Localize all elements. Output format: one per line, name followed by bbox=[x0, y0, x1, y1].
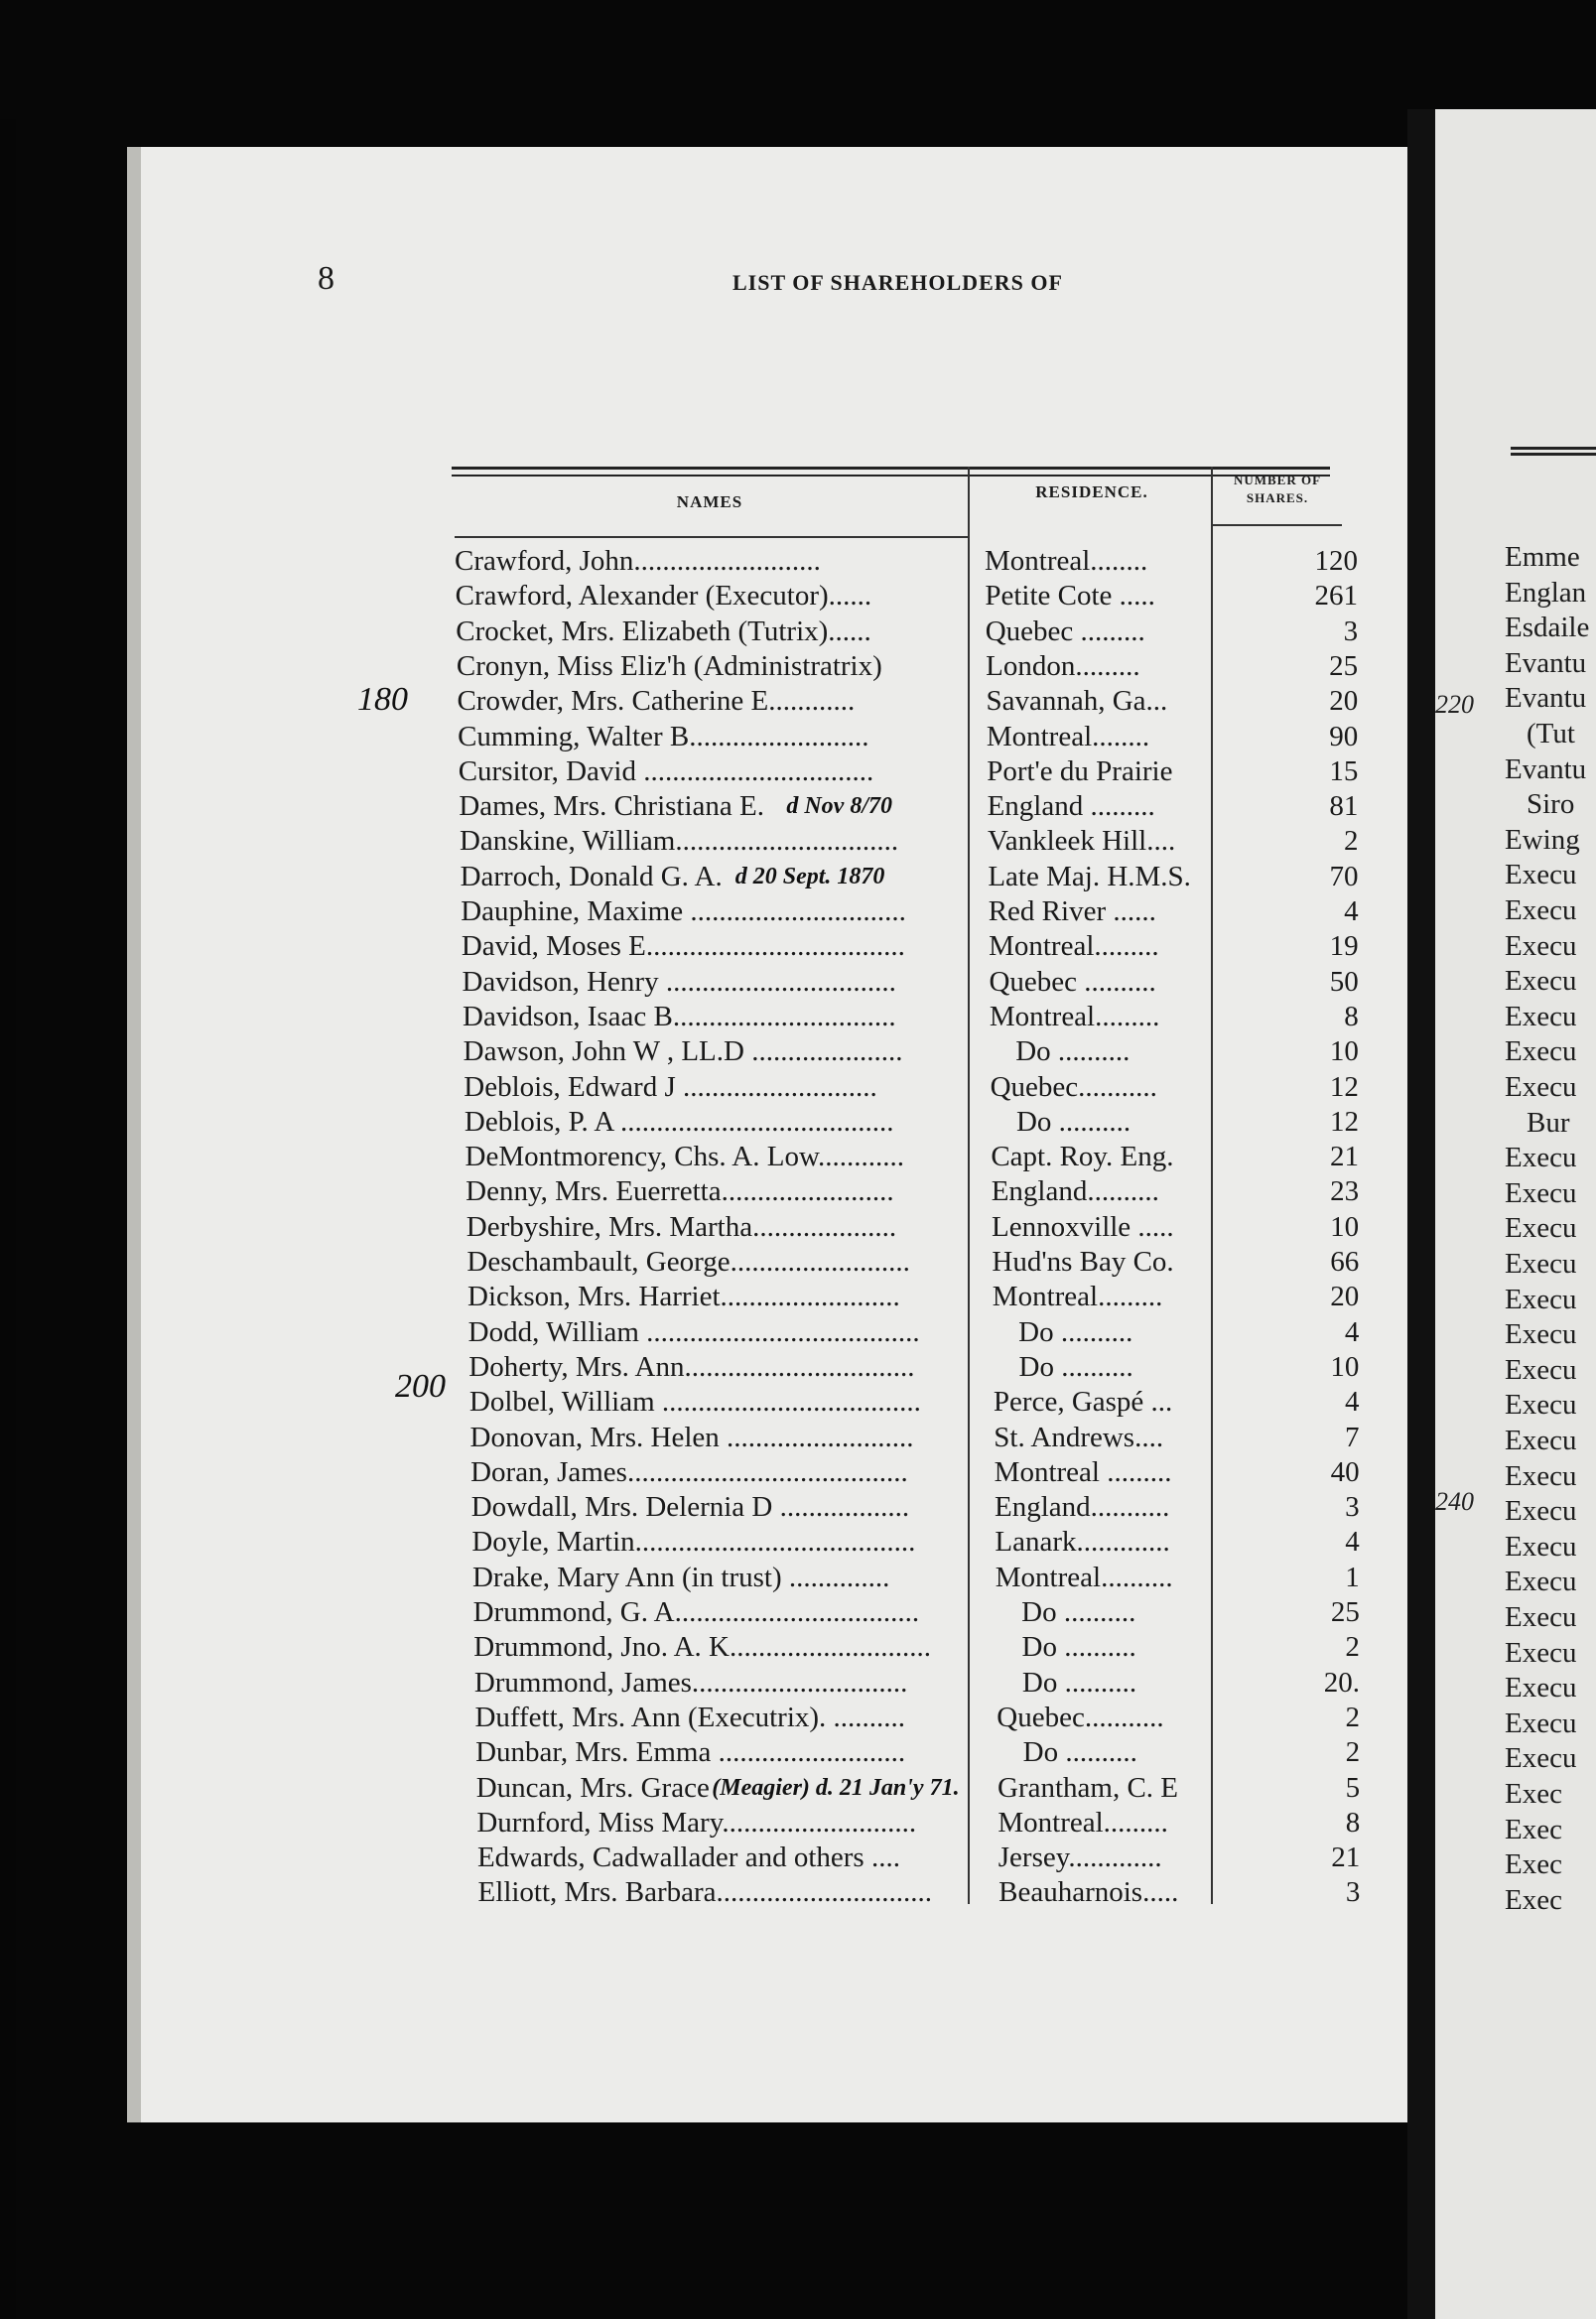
residence: Quebec ......... bbox=[985, 614, 1145, 647]
margin-note: 200 bbox=[395, 1368, 446, 1405]
shareholder-name: Deblois, P. A ...................................... bbox=[464, 1105, 894, 1138]
residence: Montreal........ bbox=[985, 545, 1148, 577]
right-page-name-fragment: Execu bbox=[1505, 1566, 1577, 1598]
right-page-name-fragment: Execu bbox=[1505, 929, 1577, 962]
residence: Port'e du Prairie bbox=[987, 754, 1173, 787]
share-count: 120 bbox=[1314, 545, 1358, 577]
right-page-name-fragment: Emme bbox=[1505, 541, 1580, 573]
residence: Montreal.......... bbox=[995, 1561, 1173, 1593]
shareholder-name: Cronyn, Miss Eliz'h (Administratrix) bbox=[456, 649, 882, 682]
share-count: 21 bbox=[1330, 1141, 1360, 1173]
residence: England........... bbox=[995, 1491, 1170, 1524]
residence: Lennoxville ..... bbox=[992, 1210, 1174, 1243]
handwritten-annotation: d 20 Sept. 1870 bbox=[734, 863, 885, 889]
right-page-name-fragment: Execu bbox=[1505, 1672, 1577, 1705]
margin-note: 180 bbox=[357, 681, 408, 718]
running-title: LIST OF SHAREHOLDERS OF bbox=[732, 270, 1063, 295]
header-rule bbox=[452, 467, 1330, 470]
residence: St. Andrews.... bbox=[994, 1421, 1164, 1453]
right-page-name-fragment: Evantu bbox=[1505, 752, 1587, 785]
shareholder-name: David, Moses E.................................... bbox=[461, 930, 905, 963]
share-count: 10 bbox=[1330, 1210, 1360, 1243]
names-header-rule bbox=[455, 536, 969, 538]
residence: England ......... bbox=[987, 790, 1155, 823]
column-header-names: NAMES bbox=[676, 492, 743, 511]
shareholder-name: Drummond, Jno. A. K............................ bbox=[473, 1631, 932, 1664]
right-page-name-fragment: Execu bbox=[1505, 1035, 1577, 1068]
page-number: 8 bbox=[318, 260, 334, 297]
share-count: 4 bbox=[1345, 1526, 1360, 1559]
right-page-name-fragment: Execu bbox=[1505, 1000, 1577, 1032]
margin-note: 240 bbox=[1435, 1487, 1474, 1516]
header-rule-secondary bbox=[452, 475, 1330, 477]
share-count: 3 bbox=[1345, 1876, 1361, 1909]
shareholder-name: Doherty, Mrs. Ann................................ bbox=[468, 1350, 915, 1383]
residence: Do .......... bbox=[1015, 1035, 1130, 1068]
shareholder-name: DeMontmorency, Chs. A. Low............ bbox=[465, 1141, 905, 1173]
residence: Do .......... bbox=[1018, 1350, 1133, 1383]
residence: Montreal......... bbox=[992, 1281, 1163, 1313]
share-count: 25 bbox=[1329, 649, 1359, 682]
share-count: 2 bbox=[1345, 1701, 1361, 1733]
shareholder-name: Deschambault, George......................... bbox=[466, 1246, 910, 1278]
residence: Beauharnois..... bbox=[998, 1876, 1179, 1909]
shareholder-name: Darroch, Donald G. A. bbox=[460, 860, 723, 892]
residence: Montreal ......... bbox=[994, 1455, 1172, 1488]
shareholder-name: Drummond, James.............................. bbox=[473, 1666, 908, 1699]
right-page-name-fragment: Execu bbox=[1505, 1459, 1577, 1492]
residence: Montreal......... bbox=[989, 1000, 1160, 1032]
column-header-residence: RESIDENCE. bbox=[1035, 482, 1148, 501]
handwritten-annotation: (Meagier) d. 21 Jan'y 71. bbox=[712, 1774, 960, 1801]
share-count: 261 bbox=[1314, 580, 1359, 613]
share-count: 20 bbox=[1330, 1281, 1360, 1313]
share-count: 7 bbox=[1345, 1421, 1360, 1453]
share-count: 4 bbox=[1344, 895, 1359, 927]
right-page-name-fragment: Exec bbox=[1505, 1778, 1562, 1810]
right-page-header-rule bbox=[1511, 447, 1596, 450]
right-page-name-fragment: Exec bbox=[1505, 1883, 1562, 1916]
right-page-name-fragment: Execu bbox=[1505, 1601, 1577, 1633]
shareholder-name: Davidson, Henry ................................ bbox=[462, 965, 896, 998]
residence: Quebec........... bbox=[997, 1701, 1164, 1733]
share-count: 21 bbox=[1331, 1842, 1361, 1874]
residence: Do .......... bbox=[1021, 1596, 1136, 1628]
shareholder-name: Duncan, Mrs. Grace bbox=[475, 1771, 710, 1804]
share-count: 3 bbox=[1345, 1491, 1360, 1524]
margin-note: 220 bbox=[1435, 690, 1474, 719]
residence: Late Maj. H.M.S. bbox=[988, 860, 1191, 892]
right-page-name-fragment: Execu bbox=[1505, 1495, 1577, 1528]
shares-header-rule bbox=[1213, 524, 1342, 526]
share-count: 15 bbox=[1329, 754, 1359, 787]
share-count: 2 bbox=[1343, 825, 1359, 858]
right-page-name-fragment: Exec bbox=[1505, 1848, 1562, 1881]
shareholder-name: Dauphine, Maxime .............................. bbox=[461, 895, 906, 927]
share-count: 40 bbox=[1330, 1455, 1360, 1488]
shareholder-name: Crawford, Alexander (Executor)...... bbox=[455, 580, 872, 613]
share-count: 4 bbox=[1344, 1315, 1360, 1348]
residence: Montreal......... bbox=[998, 1806, 1168, 1839]
right-page-name-fragment: Execu bbox=[1505, 1742, 1577, 1775]
right-page-name-fragment: Execu bbox=[1505, 1353, 1577, 1386]
share-count: 12 bbox=[1329, 1105, 1359, 1138]
residence: Hud'ns Bay Co. bbox=[992, 1246, 1174, 1278]
right-page-name-fragment: Execu bbox=[1505, 1071, 1577, 1103]
right-page-name-fragment: Englan bbox=[1505, 576, 1587, 609]
shareholder-name: Cumming, Walter B......................... bbox=[458, 720, 869, 752]
shareholder-name: Doyle, Martin....................................... bbox=[471, 1526, 916, 1559]
share-count: 90 bbox=[1329, 720, 1359, 752]
residence: Do .......... bbox=[1021, 1666, 1137, 1699]
right-page-name-fragment: (Tut bbox=[1527, 718, 1575, 750]
column-divider bbox=[968, 467, 970, 1904]
share-count: 50 bbox=[1329, 965, 1359, 998]
shareholder-name: Dames, Mrs. Christiana E. bbox=[459, 790, 764, 823]
residence: Do .......... bbox=[1021, 1631, 1136, 1664]
shareholder-name: Denny, Mrs. Euerretta........................ bbox=[466, 1175, 894, 1208]
share-count: 12 bbox=[1329, 1070, 1359, 1103]
residence: Montreal........ bbox=[986, 720, 1150, 752]
right-page-name-fragment: Execu bbox=[1505, 1248, 1577, 1280]
residence: Quebec .......... bbox=[989, 965, 1156, 998]
share-count: 19 bbox=[1329, 930, 1359, 963]
right-page-name-fragment: Esdaile bbox=[1505, 612, 1590, 644]
residence: Petite Cote ..... bbox=[985, 580, 1155, 613]
shareholder-name: Drummond, G. A.................................. bbox=[472, 1596, 920, 1628]
share-count: 25 bbox=[1330, 1596, 1360, 1628]
share-count: 20 bbox=[1329, 685, 1359, 718]
right-page-name-fragment: Execu bbox=[1505, 1283, 1577, 1315]
residence: Red River ...... bbox=[988, 895, 1156, 927]
column-divider bbox=[1211, 467, 1213, 1904]
residence: Montreal......... bbox=[989, 930, 1159, 963]
shareholder-name: Elliott, Mrs. Barbara.............................. bbox=[477, 1876, 933, 1909]
share-count: 4 bbox=[1344, 1386, 1360, 1419]
shareholder-name: Dawson, John W , LL.D ..................... bbox=[463, 1035, 903, 1068]
residence: Savannah, Ga... bbox=[986, 685, 1168, 718]
shareholder-name: Durnford, Miss Mary........................... bbox=[476, 1806, 917, 1839]
share-count: 1 bbox=[1345, 1561, 1360, 1593]
residence: Vankleek Hill.... bbox=[987, 825, 1176, 858]
right-page-name-fragment: Execu bbox=[1505, 1389, 1577, 1422]
right-page-name-fragment: Execu bbox=[1505, 1530, 1577, 1563]
right-page-name-fragment: Execu bbox=[1505, 894, 1577, 926]
residence: London......... bbox=[986, 649, 1140, 682]
residence: Grantham, C. E bbox=[998, 1771, 1179, 1804]
page-gutter bbox=[1407, 109, 1435, 2319]
share-count: 2 bbox=[1345, 1631, 1360, 1664]
right-page-name-fragment: Execu bbox=[1505, 1212, 1577, 1245]
right-page-name-fragment: Evantu bbox=[1505, 646, 1587, 679]
shareholder-name: Dickson, Mrs. Harriet......................... bbox=[467, 1281, 900, 1313]
shareholder-name: Danskine, William............................... bbox=[459, 825, 899, 858]
share-count: 8 bbox=[1344, 1000, 1359, 1032]
shareholder-name: Duffett, Mrs. Ann (Executrix). .......... bbox=[474, 1701, 906, 1733]
shareholder-name: Doran, James....................................... bbox=[470, 1455, 908, 1488]
residence: Capt. Roy. Eng. bbox=[991, 1141, 1174, 1173]
share-count: 70 bbox=[1329, 860, 1359, 892]
share-count: 20. bbox=[1323, 1666, 1360, 1699]
right-page-name-fragment: Execu bbox=[1505, 859, 1577, 891]
column-header-shares-line2: SHARES. bbox=[1246, 490, 1309, 505]
right-page-name-fragment: Execu bbox=[1505, 965, 1577, 998]
shareholder-name: Davidson, Isaac B............................... bbox=[463, 1000, 896, 1032]
residence: Perce, Gaspé ... bbox=[993, 1386, 1173, 1419]
share-count: 66 bbox=[1330, 1246, 1360, 1278]
residence: Do .......... bbox=[1018, 1315, 1133, 1348]
right-page-name-fragment: Execu bbox=[1505, 1425, 1577, 1456]
residence: Jersey............. bbox=[998, 1842, 1162, 1874]
residence: Lanark............. bbox=[995, 1526, 1170, 1559]
right-page-name-fragment: Execu bbox=[1505, 1176, 1577, 1209]
residence: England.......... bbox=[991, 1175, 1159, 1208]
right-page-name-fragment: Execu bbox=[1505, 1636, 1577, 1669]
right-page-name-fragment: Execu bbox=[1505, 1142, 1577, 1174]
right-page-name-fragment: Execu bbox=[1505, 1318, 1577, 1351]
right-page-name-fragment: Exec bbox=[1505, 1813, 1562, 1845]
right-page-name-fragment: Bur bbox=[1527, 1106, 1570, 1139]
right-page-name-fragment: Execu bbox=[1505, 1706, 1577, 1739]
shareholder-name: Deblois, Edward J ........................... bbox=[464, 1070, 877, 1103]
shareholder-name: Drake, Mary Ann (in trust) .............. bbox=[471, 1561, 890, 1593]
shareholder-name: Crowder, Mrs. Catherine E............ bbox=[457, 685, 856, 718]
share-count: 3 bbox=[1343, 614, 1359, 647]
shareholder-name: Dowdall, Mrs. Delernia D .................. bbox=[470, 1491, 910, 1524]
shareholder-name: Crawford, John.......................... bbox=[455, 545, 821, 577]
residence: Do .......... bbox=[1022, 1736, 1137, 1769]
shareholder-name: Donovan, Mrs. Helen .......................... bbox=[469, 1421, 914, 1453]
share-count: 23 bbox=[1330, 1175, 1360, 1208]
column-header-shares-line1: NUMBER OF bbox=[1233, 473, 1322, 487]
shareholder-name: Dolbel, William .................................... bbox=[468, 1386, 921, 1419]
share-count: 8 bbox=[1345, 1806, 1361, 1839]
handwritten-annotation: d Nov 8/70 bbox=[786, 793, 892, 820]
share-count: 5 bbox=[1345, 1771, 1361, 1804]
residence: Quebec........... bbox=[990, 1070, 1157, 1103]
shareholder-name: Edwards, Cadwallader and others .... bbox=[476, 1842, 900, 1874]
share-count: 10 bbox=[1329, 1035, 1359, 1068]
right-page-name-fragment: Ewing bbox=[1505, 823, 1580, 856]
residence: Do .......... bbox=[1015, 1105, 1131, 1138]
right-page-name-fragment: Evantu bbox=[1505, 682, 1587, 715]
shareholder-name: Dodd, William ...................................... bbox=[467, 1315, 920, 1348]
shareholder-name: Dunbar, Mrs. Emma .......................... bbox=[475, 1736, 906, 1769]
share-count: 10 bbox=[1330, 1350, 1360, 1383]
share-count: 81 bbox=[1329, 790, 1359, 823]
shareholder-name: Derbyshire, Mrs. Martha.................... bbox=[466, 1210, 897, 1243]
shareholder-name: Crocket, Mrs. Elizabeth (Tutrix)...... bbox=[456, 614, 871, 647]
right-page-name-fragment: Siro bbox=[1527, 788, 1575, 821]
shareholder-name: Cursitor, David ................................ bbox=[458, 754, 874, 787]
book-spine-shadow bbox=[0, 119, 16, 2319]
right-page-fragment bbox=[1435, 109, 1596, 2319]
share-count: 2 bbox=[1345, 1736, 1361, 1769]
